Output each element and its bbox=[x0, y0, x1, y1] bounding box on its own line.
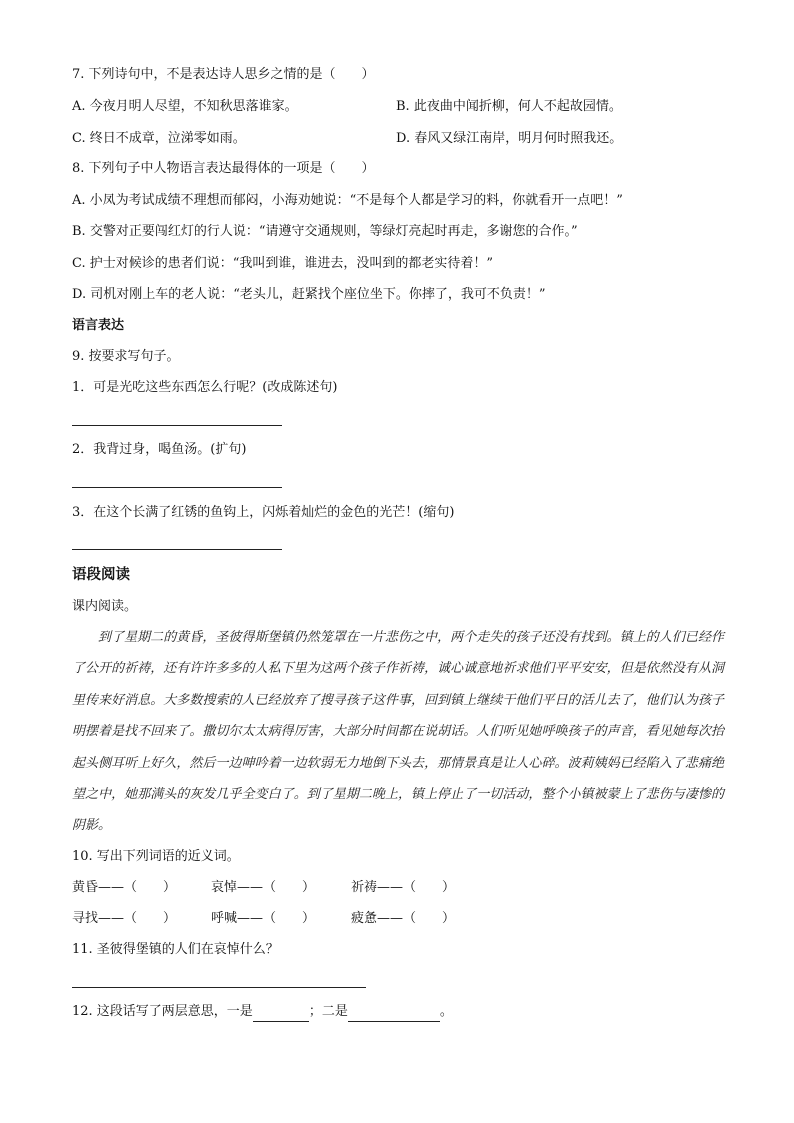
q8-stem: 8. 下列句子中人物语言表达最得体的一项是（ ） bbox=[72, 161, 375, 176]
q10-stem: 10. 写出下列词语的近义词。 bbox=[72, 849, 240, 864]
q8-option-d: D. 司机对刚上车的老人说：“老头儿，赶紧找个座位坐下。你摔了，我可不负责！” bbox=[72, 287, 546, 302]
q9-sentence-1: 1．可是光吃这些东西怎么行呢？(改成陈述句) bbox=[72, 380, 338, 395]
q7-option-d: D. 春风又绿江南岸，明月何时照我还。 bbox=[396, 131, 623, 146]
q8-option-b: B. 交警对正要闯红灯的行人说：“请遵守交通规则，等绿灯亮起时再走，多谢您的合作。” bbox=[72, 224, 578, 239]
section-heading-language: 语言表达 bbox=[72, 318, 125, 333]
synonym-item: 疲惫——（ ） bbox=[351, 911, 456, 926]
answer-line[interactable] bbox=[72, 487, 282, 488]
reading-passage: 到了星期二的黄昏，圣彼得斯堡镇仍然笼罩在一片悲伤之中，两个走失的孩子还没有找到。镇上的人们已经作了公开的祈祷，还有许许多多的人私下里为这两个孩子作祈祷，诚心诚意地祈求他们平平安安，但是依然没有从洞里传来好消息。大多数搜索的人已经放弃了搜寻孩子这件事，回到镇上继续干他们平日的活儿去了，他们认为孩子明摆着是找不回来了。撒切尔太太病得厉害，大部分时间都在说胡话。人们听见她呼唤孩子的声音，看见她每次抬起头侧耳听上好久，然后一边呻吟着一边软弱无力地倒下头去，那情景真是让人心碎。波莉姨妈已经陷入了悲痛绝望之中，她那满头的灰发几乎全变白了。到了星期二晚上，镇上停止了一切活动，整个小镇被蒙上了悲伤与凄惨的阴影。 bbox=[72, 630, 724, 834]
answer-line[interactable] bbox=[72, 425, 282, 426]
fill-blank[interactable] bbox=[348, 1003, 440, 1022]
synonym-item: 寻找——（ ） bbox=[72, 911, 177, 926]
q12-stem bbox=[72, 1003, 453, 1022]
synonym-item: 呼喊——（ ） bbox=[211, 911, 316, 926]
synonym-item: 祈祷——（ ） bbox=[351, 880, 456, 895]
synonym-item: 黄昏——（ ） bbox=[72, 880, 177, 895]
q7-option-c: C. 终日不成章，泣涕零如雨。 bbox=[72, 131, 246, 146]
q7-stem: 7. 下列诗句中，不是表达诗人思乡之情的是（ ） bbox=[72, 67, 375, 82]
q7-option-b: B. 此夜曲中闻折柳，何人不起故园情。 bbox=[396, 99, 622, 114]
answer-line[interactable] bbox=[72, 987, 366, 988]
section-heading-reading: 语段阅读 bbox=[72, 566, 130, 583]
q8-option-c: C. 护士对候诊的患者们说：“我叫到谁，谁进去，没叫到的都老实待着！” bbox=[72, 256, 494, 271]
q12-text-2: ；二是 bbox=[308, 1004, 348, 1019]
reading-subheading: 课内阅读。 bbox=[72, 599, 138, 614]
q12-text-1: 12. 这段话写了两层意思，一是 bbox=[72, 1004, 253, 1019]
q9-stem: 9. 按要求写句子。 bbox=[72, 349, 180, 364]
q7-option-a: A. 今夜月明人尽望，不知秋思落谁家。 bbox=[72, 99, 298, 114]
q9-sentence-2: 2．我背过身，喝鱼汤。(扩句) bbox=[72, 442, 247, 457]
q8-option-a: A. 小凤为考试成绩不理想而郁闷，小海劝她说：“不是每个人都是学习的料，你就看开一点吧！” bbox=[72, 193, 623, 208]
q11-stem: 11. 圣彼得堡镇的人们在哀悼什么？ bbox=[72, 942, 279, 957]
fill-blank[interactable] bbox=[253, 1003, 309, 1022]
q9-sentence-3: 3．在这个长满了红锈的鱼钩上，闪烁着灿烂的金色的光芒！(缩句) bbox=[72, 505, 455, 520]
synonym-item: 哀悼——（ ） bbox=[211, 880, 316, 895]
q12-text-3: 。 bbox=[439, 1004, 453, 1019]
answer-line[interactable] bbox=[72, 549, 282, 550]
